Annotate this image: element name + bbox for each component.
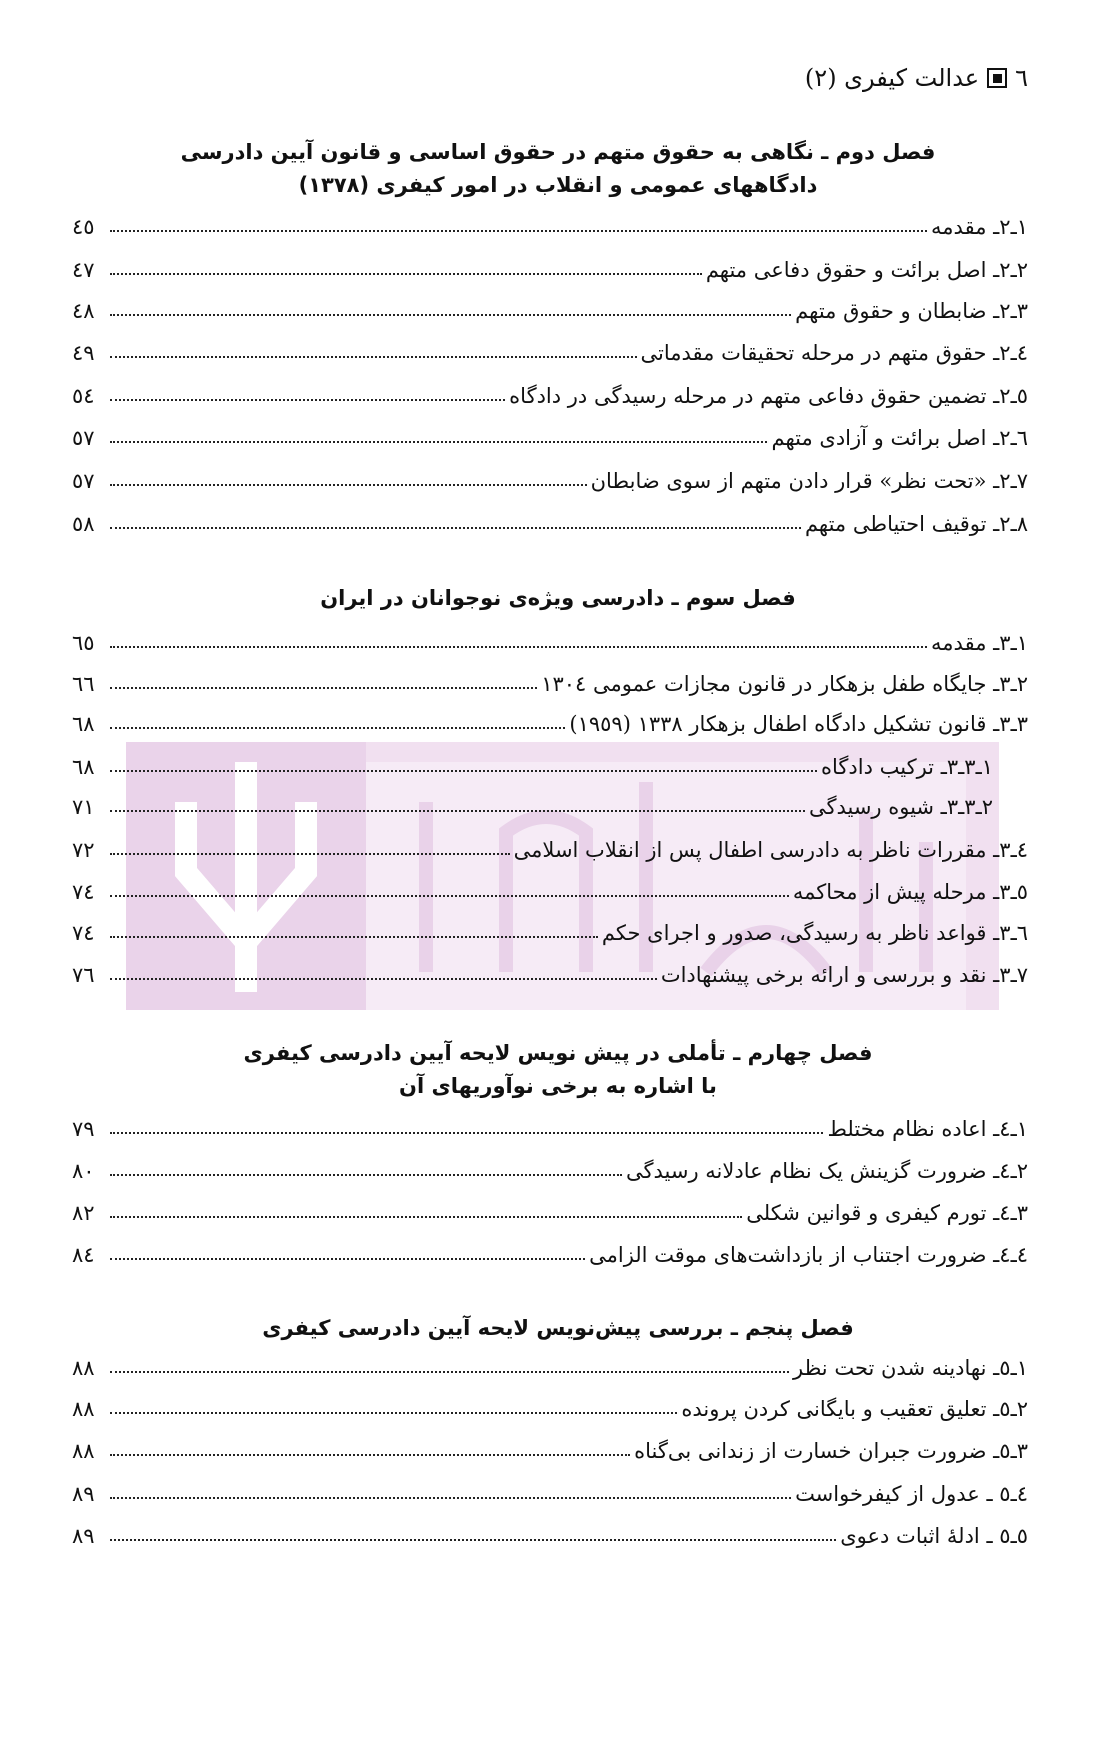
book-title: عدالت کیفری (٢) xyxy=(804,64,980,92)
toc-entry-label: ٢ـ٥ـ تعلیق تعقیب و بایگانی کردن پرونده xyxy=(681,1397,1028,1421)
toc-entry-page: ٨٩ xyxy=(72,1524,95,1548)
toc-entry-label: ٢ـ٣ـ جایگاه طفل بزهکار در قانون مجازات عمومی ١٣٠٤ xyxy=(541,672,1028,696)
toc-entry-page: ٨٨ xyxy=(72,1397,95,1421)
toc-entry-label: ٦ـ٣ـ قواعد ناظر به رسیدگی، صدور و اجرای حکم xyxy=(601,921,1028,945)
toc-entry[interactable] xyxy=(72,506,1028,536)
toc-entry-page: ٧٦ xyxy=(72,963,95,987)
toc-entry-label: ٣ـ٤ـ تورم کیفری و قوانین شکلی xyxy=(746,1201,1028,1225)
dot-leader xyxy=(110,895,789,897)
toc-entry-page: ٧٢ xyxy=(72,838,95,862)
toc-entry-label: ٤ـ٢ـ حقوق متهم در مرحله تحقیقات مقدماتی xyxy=(640,341,1028,365)
toc-entry-page: ٥٧ xyxy=(72,469,95,493)
toc-entry-page: ٥٨ xyxy=(72,512,95,536)
dot-leader xyxy=(110,687,537,689)
dot-leader xyxy=(110,978,657,980)
toc-entry-label: ٦ـ٢ـ اصل برائت و آزادی متهم xyxy=(771,426,1028,450)
dot-leader xyxy=(110,230,927,232)
toc-entry[interactable] xyxy=(72,874,1028,904)
toc-entry[interactable] xyxy=(72,463,1028,493)
toc-entry-label: ٨ـ٢ـ توقیف احتیاطی متهم xyxy=(804,512,1028,536)
toc-entry-page: ٤٩ xyxy=(72,341,95,365)
toc-entry[interactable] xyxy=(72,666,1028,696)
toc-entry-label: ٤ـ٣ـ مقررات ناظر به دادرسی اطفال پس از انقلاب اسلامی xyxy=(513,838,1028,862)
chapter-title: فصل پنجم ـ بررسی پیش‌نویس لایحه آیین دادرسی کیفری xyxy=(262,1316,854,1340)
dot-leader xyxy=(110,727,565,729)
toc-entry-page: ٨٨ xyxy=(72,1356,95,1380)
toc-entry[interactable] xyxy=(72,789,993,819)
dot-leader xyxy=(110,441,767,443)
square-bullet-icon xyxy=(987,68,1007,88)
toc-entry-page: ٨٤ xyxy=(72,1243,95,1267)
dot-leader xyxy=(110,1132,823,1134)
toc-entry-page: ٧١ xyxy=(72,795,95,819)
toc-entry-label: ٧ـ٣ـ نقد و بررسی و ارائه برخی پیشنهادات xyxy=(660,963,1028,987)
dot-leader xyxy=(110,1539,836,1541)
toc-entry[interactable] xyxy=(72,1350,1028,1380)
toc-entry-label: ١ـ٢ـ مقدمه xyxy=(931,215,1028,239)
toc-entry-label: ٧ـ٢ـ «تحت نظر» قرار دادن متهم از سوی ضابطان xyxy=(590,469,1028,493)
toc-entry-label: ١ـ٣ـ٣ـ ترکیب دادگاه xyxy=(821,755,993,779)
toc-entry-label: ٣ـ٥ـ ضرورت جبران خسارت از زندانی بی‌گناه xyxy=(634,1439,1028,1463)
chapter-title: با اشاره به برخی نوآوریهای آن xyxy=(399,1074,717,1098)
toc-entry-label: ٣ـ٢ـ ضابطان و حقوق متهم xyxy=(795,299,1028,323)
toc-entry[interactable] xyxy=(72,1111,1028,1141)
dot-leader xyxy=(110,770,817,772)
dot-leader xyxy=(110,314,791,316)
toc-entry[interactable] xyxy=(72,209,1028,239)
toc-entry-label: ٢ـ٤ـ ضرورت گزینش یک نظام عادلانه رسیدگی xyxy=(625,1159,1028,1183)
toc-entry-label: ٥ـ٣ـ مرحله پیش از محاکمه xyxy=(792,880,1028,904)
toc-entry[interactable] xyxy=(72,378,1028,408)
toc-entry-label: ٤ـ٤ـ ضرورت اجتناب از بازداشت‌های موقت الزامی xyxy=(589,1243,1028,1267)
toc-entry-label: ٤ـ٥ ـ عدول از کیفرخواست xyxy=(795,1482,1028,1506)
page-header xyxy=(805,64,1028,92)
toc-entry[interactable] xyxy=(72,1153,1028,1183)
toc-entry[interactable] xyxy=(72,1433,1028,1463)
toc-entry-page: ٦٦ xyxy=(72,672,95,696)
toc-entry-page: ٦٥ xyxy=(72,631,95,655)
chapter-title: فصل چهارم ـ تأملی در پیش نویس لایحه آیین دادرسی کیفری xyxy=(243,1041,873,1065)
dot-leader xyxy=(110,936,598,938)
toc-entry-page: ٨٩ xyxy=(72,1482,95,1506)
toc-entry-label: ٢ـ٣ـ٣ـ شیوه رسیدگی xyxy=(808,795,993,819)
toc-entry-page: ٤٨ xyxy=(72,299,95,323)
toc-entry[interactable] xyxy=(72,832,1028,862)
dot-leader xyxy=(110,810,805,812)
toc-entry[interactable] xyxy=(72,1391,1028,1421)
dot-leader xyxy=(110,399,505,401)
toc-entry-label: ١ـ٥ـ نهادینه شدن تحت نظر xyxy=(792,1356,1028,1380)
dot-leader xyxy=(110,1216,742,1218)
toc-entry-label: ١ـ٤ـ اعاده نظام مختلط xyxy=(827,1117,1028,1141)
chapter-title: فصل دوم ـ نگاهی به حقوق متهم در حقوق اساسی و قانون آیین دادرسی xyxy=(180,140,936,164)
dot-leader xyxy=(110,527,801,529)
toc-entry-label: ٥ـ٥ ـ ادلهٔ اثبات دعوی xyxy=(840,1524,1028,1548)
dot-leader xyxy=(110,1412,677,1414)
chapter-title: دادگاههای عمومی و انقلاب در امور کیفری (١٣٧٨) xyxy=(298,173,818,197)
toc-entry-page: ٦٨ xyxy=(72,712,95,736)
toc-entry[interactable] xyxy=(72,335,1028,365)
toc-entry-page: ٥٤ xyxy=(72,384,95,408)
dot-leader xyxy=(110,1371,789,1373)
dot-leader xyxy=(110,484,587,486)
toc-entry-label: ٣ـ٣ـ قانون تشکیل دادگاه اطفال بزهکار ١٣٣٨ (١٩٥٩) xyxy=(569,712,1028,736)
toc-entry[interactable] xyxy=(72,1518,1028,1548)
toc-entry-page: ٧٤ xyxy=(72,880,95,904)
toc-entry-page: ٤٧ xyxy=(72,258,95,282)
toc-entry-label: ٢ـ٢ـ اصل برائت و حقوق دفاعی متهم xyxy=(705,258,1028,282)
toc-entry[interactable] xyxy=(72,706,1028,736)
toc-entry[interactable] xyxy=(72,1476,1028,1506)
toc-entry-page: ٧٤ xyxy=(72,921,95,945)
toc-entry[interactable] xyxy=(72,1237,1028,1267)
dot-leader xyxy=(110,356,637,358)
dot-leader xyxy=(110,1174,622,1176)
toc-entry-page: ٥٧ xyxy=(72,426,95,450)
dot-leader xyxy=(110,1497,791,1499)
toc-entry-page: ٨٢ xyxy=(72,1201,95,1225)
toc-entry[interactable] xyxy=(72,957,1028,987)
toc-entry[interactable] xyxy=(72,420,1028,450)
chapter-title: فصل سوم ـ دادرسی ویژه‌ی نوجوانان در ایران xyxy=(320,586,796,610)
dot-leader xyxy=(110,1454,630,1456)
toc-entry[interactable] xyxy=(72,625,1028,655)
toc-entry-label: ١ـ٣ـ مقدمه xyxy=(931,631,1028,655)
toc-entry[interactable] xyxy=(72,252,1028,282)
page-number: ٦ xyxy=(1015,64,1028,92)
toc-entry[interactable] xyxy=(72,1195,1028,1225)
toc-entry-page: ٧٩ xyxy=(72,1117,95,1141)
toc-entry-page: ٨٠ xyxy=(72,1159,95,1183)
dot-leader xyxy=(110,1258,585,1260)
toc-entry[interactable] xyxy=(72,915,1028,945)
dot-leader xyxy=(110,646,927,648)
toc-entry-label: ٥ـ٢ـ تضمین حقوق دفاعی متهم در مرحله رسیدگی در دادگاه xyxy=(509,384,1028,408)
dot-leader xyxy=(110,853,510,855)
toc-entry-page: ٨٨ xyxy=(72,1439,95,1463)
toc-entry-page: ٤٥ xyxy=(72,215,95,239)
dot-leader xyxy=(110,273,702,275)
toc-entry[interactable] xyxy=(72,293,1028,323)
toc-entry-page: ٦٨ xyxy=(72,755,95,779)
toc-entry[interactable] xyxy=(72,749,993,779)
